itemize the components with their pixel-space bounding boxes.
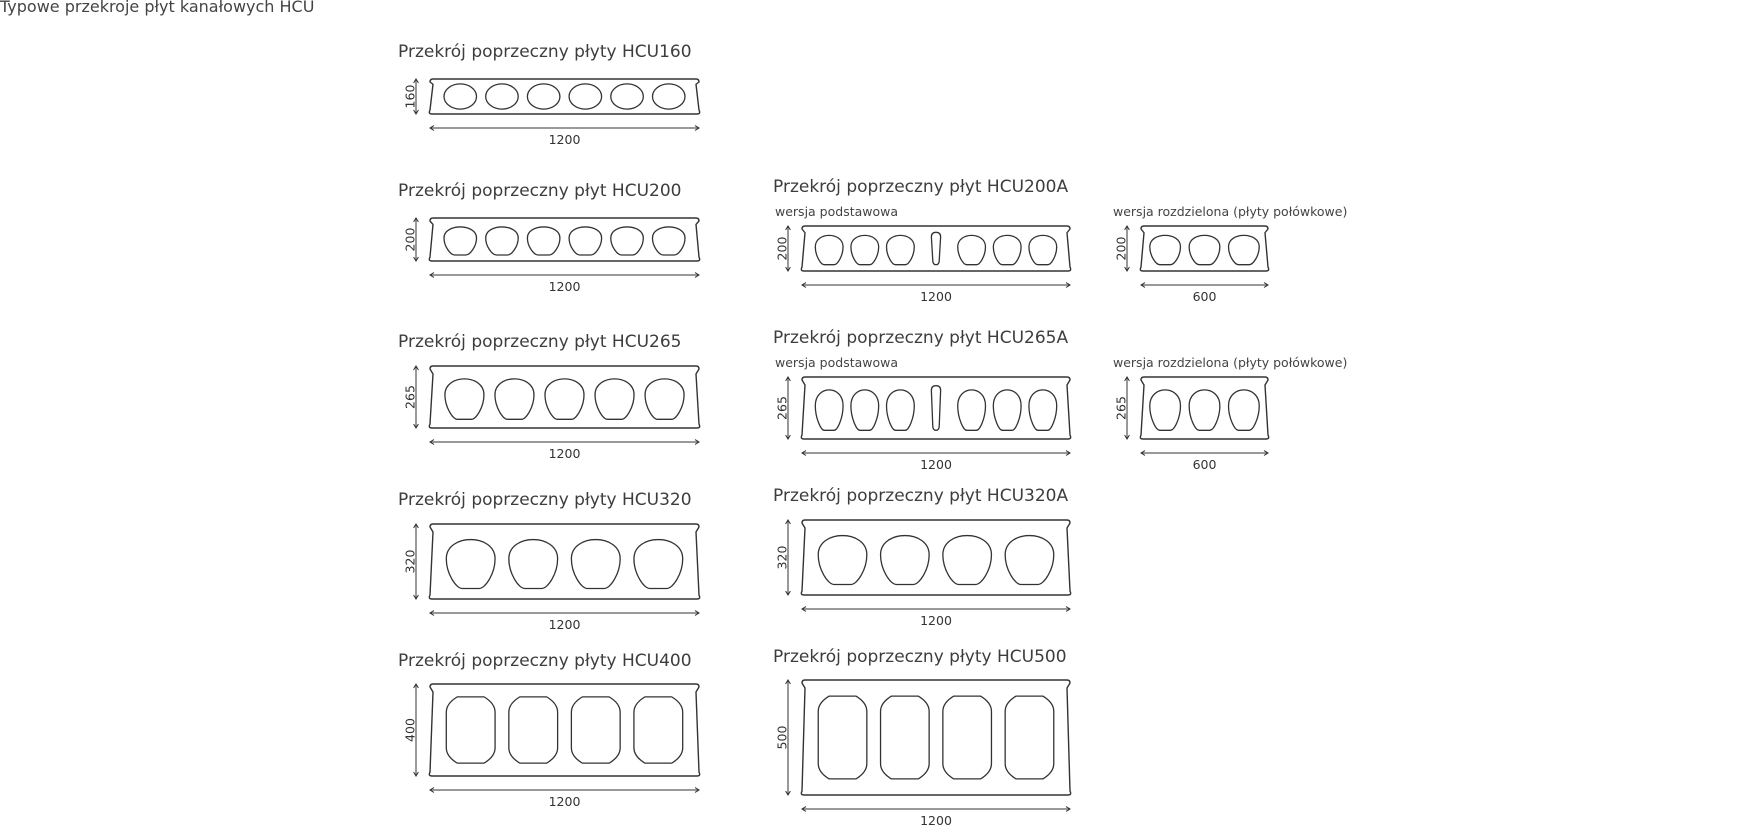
hcu320a-slab-outline	[801, 520, 1070, 595]
hcu400-core-4	[634, 697, 683, 763]
hcu200a-width-label: 1200	[920, 289, 952, 304]
hcu265a-split-slab-outline	[1140, 377, 1268, 439]
hcu400-core-1	[446, 697, 495, 763]
hcu320-width-label: 1200	[548, 617, 581, 632]
hcu160-core-6	[652, 84, 685, 109]
hcu265-slab-outline	[429, 366, 699, 428]
hcu200a-split-slab-outline	[1140, 226, 1268, 271]
hcu160-core-1	[444, 84, 477, 109]
title-hcu400: Przekrój poprzeczny płyty HCU400	[398, 651, 692, 671]
hcu160-core-2	[486, 84, 519, 109]
hcu200a-split-core-1	[1150, 235, 1181, 264]
hcu265a-split-height-label: 265	[1113, 396, 1129, 420]
hcu320a-width-label: 1200	[920, 613, 952, 628]
hcu400-core-2	[509, 697, 558, 763]
title-hcu500: Przekrój poprzeczny płyty HCU500	[773, 647, 1067, 667]
hcu200-core-5	[611, 227, 644, 255]
hcu160-core-4	[569, 84, 602, 109]
hcu160-core-5	[611, 84, 644, 109]
page-title: Typowe przekroje płyt kanałowych HCU	[0, 0, 315, 16]
hcu265-core-3	[545, 379, 584, 419]
hcu320a-core-1	[818, 536, 867, 585]
variant-basic-hcu200a: wersja podstawowa	[775, 204, 899, 219]
hcu320a-height-label: 320	[774, 545, 790, 570]
hcu200-slab-outline	[429, 218, 699, 261]
hcu265a-height-label: 265	[774, 396, 790, 420]
hcu200-height-label: 200	[402, 227, 418, 252]
hcu200a-core-3	[887, 235, 915, 264]
hcu400-width-label: 1200	[548, 794, 581, 809]
hcu200a-split-width-label: 600	[1192, 289, 1217, 304]
hcu265-width-label: 1200	[548, 446, 581, 461]
hcu265a-split-core-1	[1150, 390, 1181, 430]
hcu200a-split-height-label: 200	[1113, 236, 1129, 261]
hcu500-height-label: 500	[774, 725, 790, 750]
hcu320a-core-4	[1005, 536, 1054, 585]
hcu200-core-1	[444, 227, 477, 255]
hcu265a-slab-outline	[801, 377, 1070, 439]
hcu320a-core-2	[881, 536, 930, 585]
hcu200a-split-core-3	[1229, 235, 1260, 264]
hcu265a-core-4	[931, 386, 940, 431]
variant-split-hcu200a: wersja rozdzielona (płyty połówkowe)	[1113, 204, 1348, 219]
hcu200a-core-7	[1029, 235, 1057, 264]
hcu320a-core-3	[943, 536, 992, 585]
hcu265-core-4	[595, 379, 634, 419]
title-hcu160: Przekrój poprzeczny płyty HCU160	[398, 42, 692, 62]
hcu200-core-2	[486, 227, 519, 255]
hcu200a-core-6	[993, 235, 1021, 264]
hcu500-core-4	[1005, 696, 1054, 779]
hcu265a-core-5	[958, 390, 986, 430]
title-hcu265: Przekrój poprzeczny płyt HCU265	[398, 332, 682, 352]
title-hcu320: Przekrój poprzeczny płyty HCU320	[398, 490, 692, 510]
hcu200a-core-5	[958, 235, 986, 264]
hcu200a-core-2	[851, 235, 879, 264]
hcu200a-split-core-2	[1189, 235, 1220, 264]
title-hcu265a: Przekrój poprzeczny płyt HCU265A	[773, 328, 1069, 348]
hcu200-core-6	[652, 227, 685, 255]
hcu320-height-label: 320	[402, 549, 418, 574]
hcu200a-height-label: 200	[774, 236, 790, 261]
variant-split-hcu265a: wersja rozdzielona (płyty połówkowe)	[1113, 355, 1348, 370]
hcu265a-core-1	[815, 390, 843, 430]
hcu320-core-3	[571, 540, 620, 589]
hcu265-core-2	[495, 379, 534, 419]
hcu320-core-1	[446, 540, 495, 589]
hcu400-slab-outline	[429, 684, 699, 776]
hcu265a-width-label: 1200	[920, 457, 952, 472]
hcu160-width-label: 1200	[548, 132, 581, 147]
hcu265a-core-6	[993, 390, 1021, 430]
hcu400-core-3	[571, 697, 620, 763]
hcu265-height-label: 265	[402, 385, 418, 409]
hcu320-core-4	[634, 540, 683, 589]
title-hcu320a: Przekrój poprzeczny płyt HCU320A	[773, 486, 1069, 506]
hcu265a-core-2	[851, 390, 879, 430]
hcu265a-core-3	[887, 390, 915, 430]
hcu160-core-3	[527, 84, 560, 109]
hcu265a-split-core-3	[1229, 390, 1260, 430]
hcu200a-core-1	[815, 235, 843, 264]
hcu200a-core-4	[931, 232, 940, 264]
title-hcu200: Przekrój poprzeczny płyt HCU200	[398, 181, 682, 201]
hcu320-slab-outline	[429, 524, 699, 599]
hcu500-core-2	[881, 696, 930, 779]
title-hcu200a: Przekrój poprzeczny płyt HCU200A	[773, 177, 1069, 197]
variant-basic-hcu265a: wersja podstawowa	[775, 355, 899, 370]
hcu160-slab-outline	[429, 79, 699, 114]
hcu265a-split-width-label: 600	[1192, 457, 1217, 472]
hcu500-slab-outline	[801, 680, 1070, 795]
hcu265-core-1	[445, 379, 484, 419]
hcu200-core-3	[527, 227, 560, 255]
hcu160-height-label: 160	[402, 84, 418, 109]
hcu200a-slab-outline	[801, 226, 1070, 271]
hcu265a-core-7	[1029, 390, 1057, 430]
hcu265a-split-core-2	[1189, 390, 1220, 430]
hcu265-core-5	[645, 379, 684, 419]
hcu200-core-4	[569, 227, 602, 255]
hcu320-core-2	[509, 540, 558, 589]
hcu500-core-1	[818, 696, 867, 779]
hcu500-core-3	[943, 696, 992, 779]
hcu400-height-label: 400	[402, 718, 418, 742]
hcu500-width-label: 1200	[920, 813, 952, 828]
hcu200-width-label: 1200	[548, 279, 581, 294]
